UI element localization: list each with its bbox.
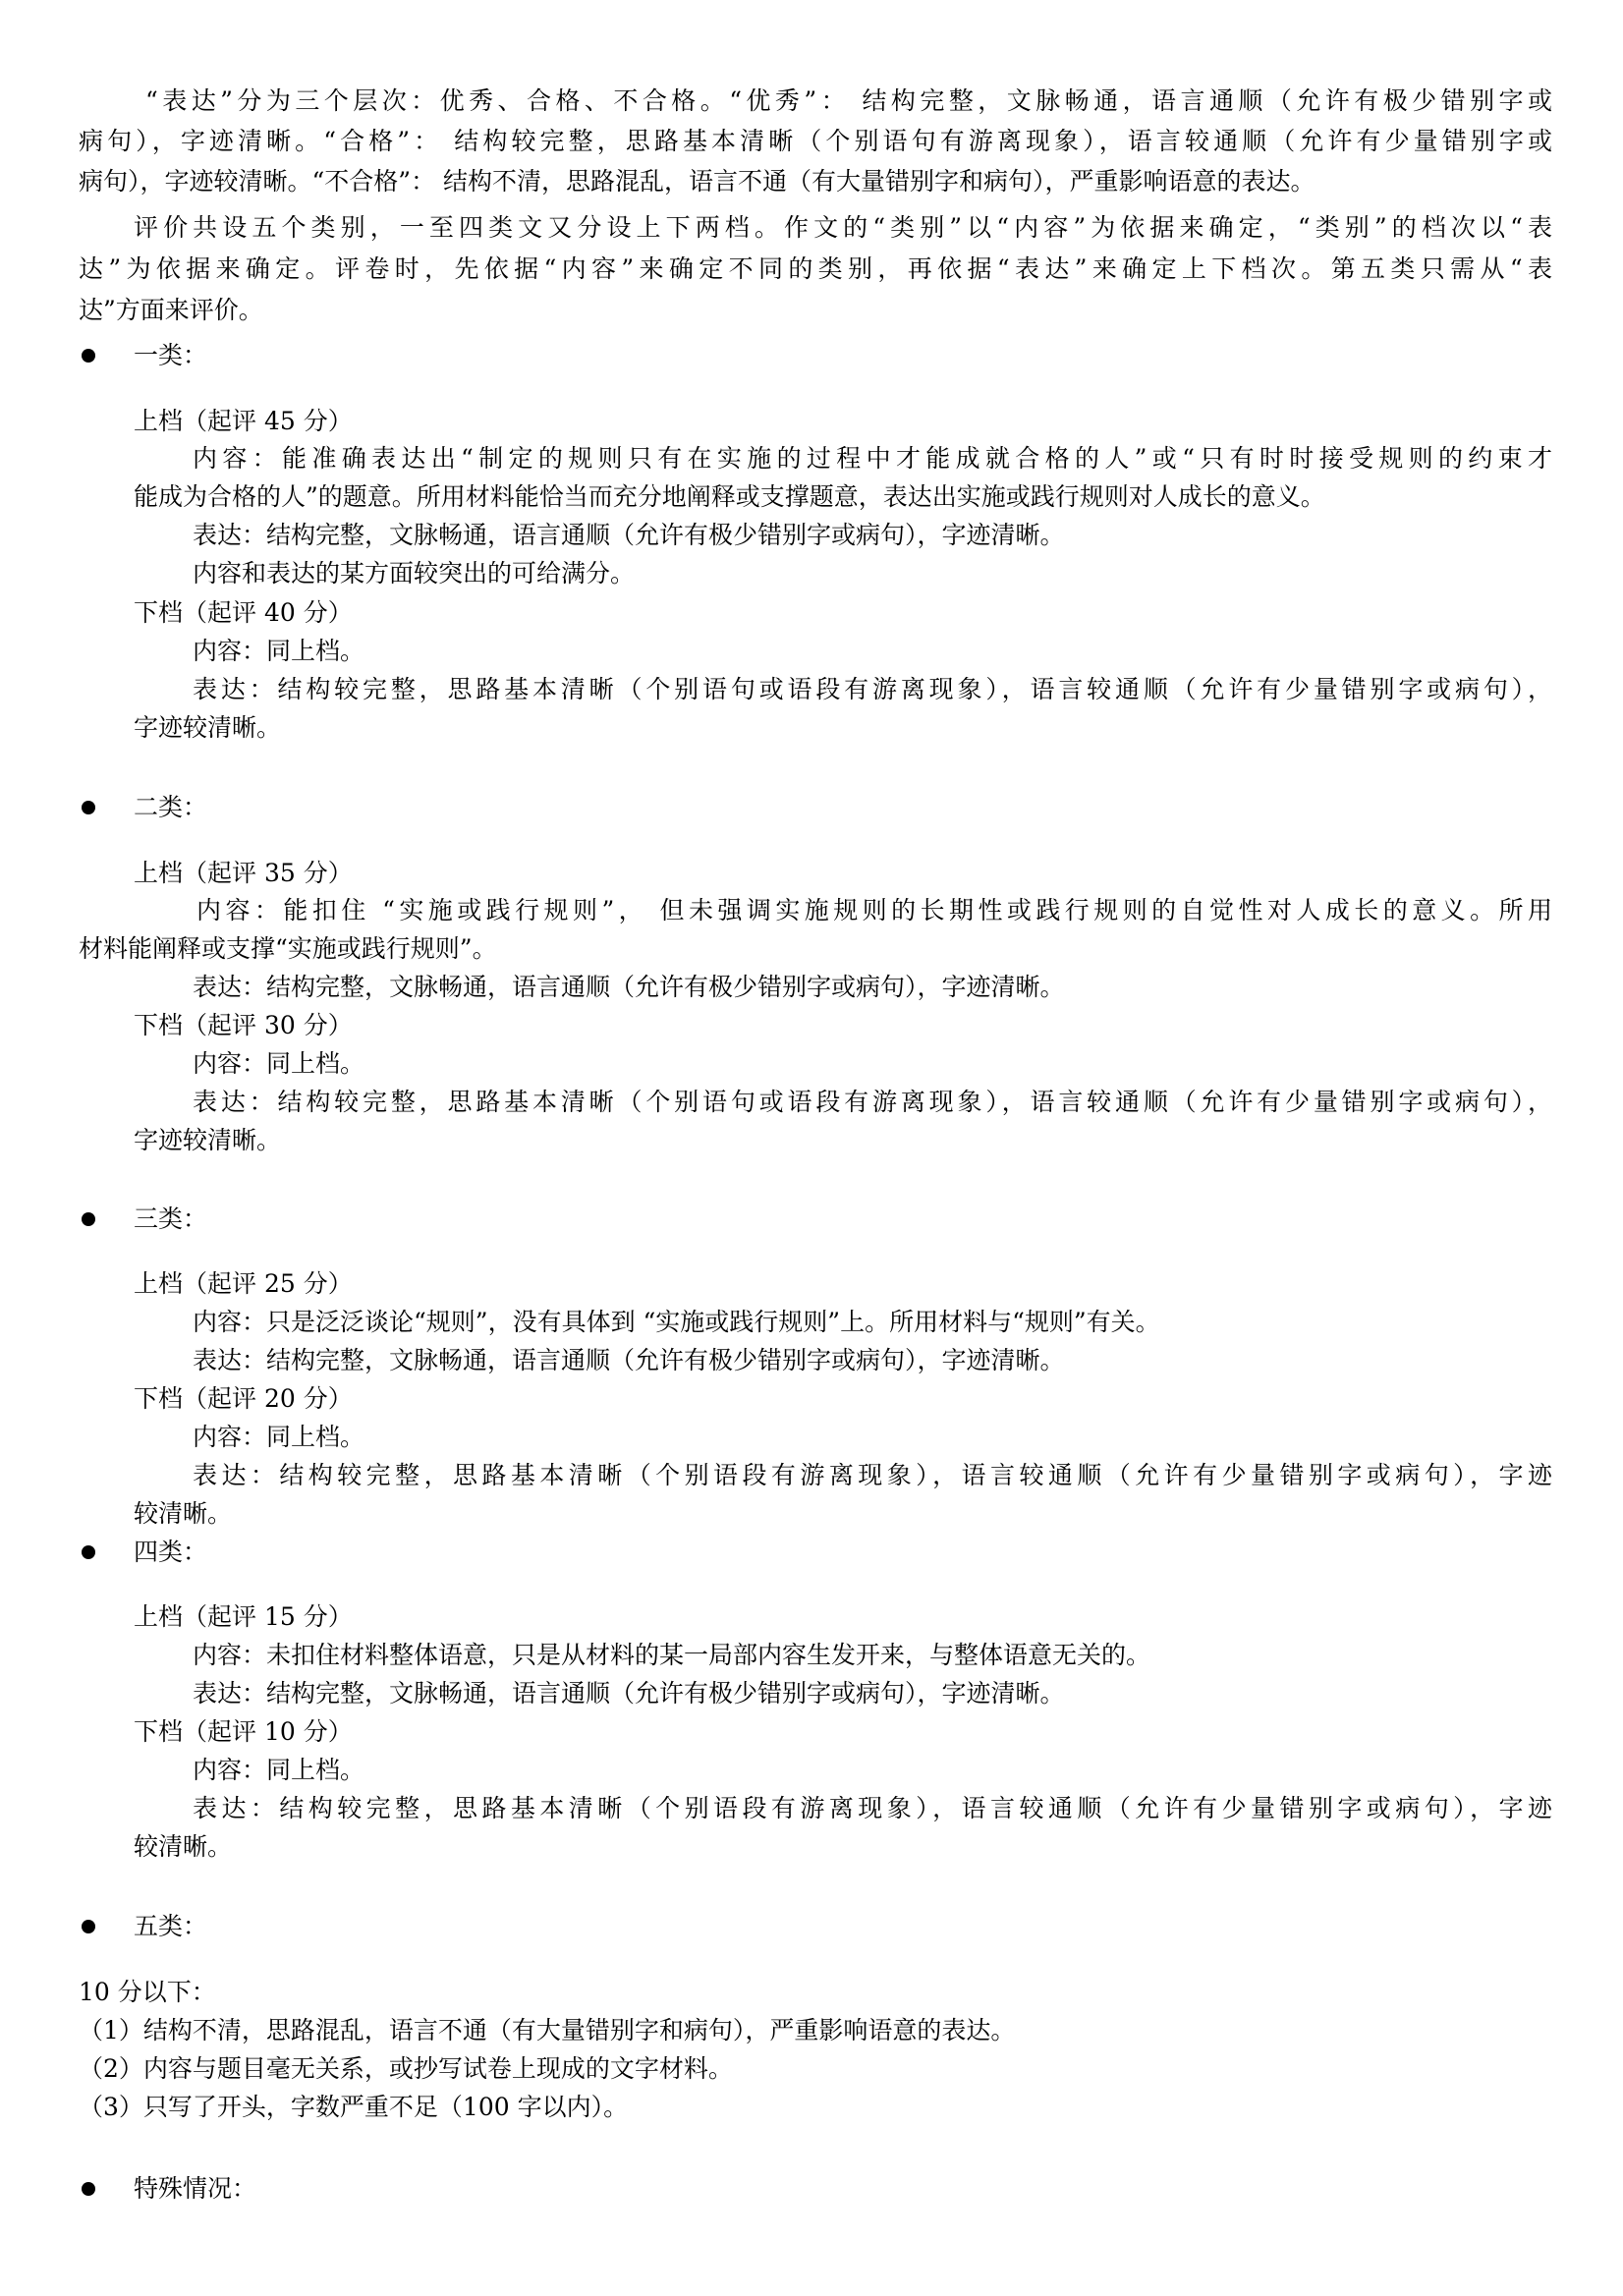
- cat2-title: 二类：: [134, 793, 208, 821]
- cat4-upper-heading: 上档（起评 15 分）: [134, 1602, 353, 1631]
- cat3-upper-expression: 表达：结构完整，文脉畅通，语言通顺（允许有极少错别字或病句），字迹清晰。: [193, 1346, 1065, 1374]
- cat2-lower-expression-line-1: 表达：结构较完整，思路基本清晰（个别语句或语段有游离现象），语言较通顺（允许有少量错别字或病句），: [193, 1088, 1552, 1116]
- cat3-title: 三类：: [134, 1204, 208, 1233]
- intro-eval-line-2: 达”为依据来确定。评卷时，先依据“内容”来确定不同的类别，再依据“表达”来确定上下档次。第五类只需从“表: [79, 254, 1552, 283]
- cat3-upper-heading: 上档（起评 25 分）: [134, 1269, 353, 1298]
- intro-expression-line-2: 病句），字迹清晰。“合格”： 结构较完整，思路基本清晰（个别语句有游离现象），语言较通顺（允许有少量错别字或: [79, 127, 1552, 155]
- cat4-upper-expression: 表达：结构完整，文脉畅通，语言通顺（允许有极少错别字或病句），字迹清晰。: [193, 1679, 1065, 1708]
- cat1-upper-heading: 上档（起评 45 分）: [134, 407, 353, 435]
- cat3-lower-expression-line-2: 较清晰。: [134, 1499, 233, 1528]
- cat2-lower-expression-line-2: 字迹较清晰。: [134, 1126, 282, 1154]
- bullet-icon: [82, 1920, 95, 1933]
- cat2-lower-content: 内容：同上档。: [193, 1049, 365, 1078]
- cat3-lower-content: 内容：同上档。: [193, 1423, 365, 1451]
- cat5-title: 五类：: [134, 1912, 208, 1940]
- cat1-upper-note: 内容和表达的某方面较突出的可给满分。: [193, 559, 636, 588]
- cat3-lower-expression-line-1: 表达：结构较完整，思路基本清晰（个别语段有游离现象），语言较通顺（允许有少量错别字或病句），字迹: [193, 1461, 1552, 1489]
- cat2-upper-expression: 表达：结构完整，文脉畅通，语言通顺（允许有极少错别字或病句），字迹清晰。: [193, 973, 1065, 1001]
- cat1-lower-heading: 下档（起评 40 分）: [134, 598, 353, 627]
- cat2-lower-heading: 下档（起评 30 分）: [134, 1011, 353, 1039]
- cat3-lower-heading: 下档（起评 20 分）: [134, 1384, 353, 1413]
- cat1-lower-content: 内容：同上档。: [193, 637, 365, 665]
- cat4-lower-content: 内容：同上档。: [193, 1756, 365, 1784]
- special-title: 特殊情况：: [134, 2174, 257, 2203]
- cat4-lower-heading: 下档（起评 10 分）: [134, 1717, 353, 1746]
- cat5-heading: 10 分以下：: [79, 1978, 216, 2006]
- bullet-icon: [82, 1212, 95, 1226]
- bullet-icon: [82, 1545, 95, 1559]
- cat5-item-3: （3）只写了开头，字数严重不足（100 字以内）。: [79, 2093, 629, 2121]
- cat4-upper-content: 内容：未扣住材料整体语意，只是从材料的某一局部内容生发开来，与整体语意无关的。: [193, 1641, 1151, 1669]
- cat2-upper-heading: 上档（起评 35 分）: [134, 859, 353, 887]
- cat3-upper-content: 内容：只是泛泛谈论“规则”，没有具体到 “实施或践行规则”上。所用材料与“规则”有关。: [193, 1308, 1160, 1336]
- cat4-lower-expression-line-1: 表达：结构较完整，思路基本清晰（个别语段有游离现象），语言较通顺（允许有少量错别字或病句），字迹: [193, 1794, 1552, 1822]
- intro-eval-line-3: 达”方面来评价。: [79, 296, 263, 324]
- cat1-upper-content-line-1: 内容：能准确表达出“制定的规则只有在实施的过程中才能成就合格的人”或“只有时时接受规则的约束才: [193, 444, 1552, 473]
- cat2-upper-content-line-2: 材料能阐释或支撑“实施或践行规则”。: [79, 934, 497, 963]
- bullet-icon: [82, 349, 95, 363]
- cat4-title: 四类：: [134, 1538, 208, 1566]
- intro-expression-line-1: “表达”分为三个层次：优秀、合格、不合格。“优秀”： 结构完整，文脉畅通，语言通顺（允许有极少错别字或: [145, 86, 1552, 115]
- bullet-icon: [82, 2182, 95, 2196]
- cat5-item-1: （1）结构不清，思路混乱，语言不通（有大量错别字和病句），严重影响语意的表达。: [79, 2016, 1016, 2044]
- cat1-title: 一类：: [134, 341, 208, 369]
- cat1-lower-expression-line-2: 字迹较清晰。: [134, 713, 282, 742]
- cat4-lower-expression-line-2: 较清晰。: [134, 1832, 233, 1861]
- intro-eval-line-1: 评价共设五个类别，一至四类文又分设上下两档。作文的“类别”以“内容”为依据来确定，“类别”的档次以“表: [134, 213, 1552, 242]
- cat1-upper-content-line-2: 能成为合格的人”的题意。所用材料能恰当而充分地阐释或支撑题意，表达出实施或践行规则对人成长的意义。: [134, 482, 1325, 511]
- bullet-icon: [82, 801, 95, 814]
- cat2-upper-content-line-1: 内容：能扣住 “实施或践行规则”， 但未强调实施规则的长期性或践行规则的自觉性对人成长的意义。所用: [196, 896, 1552, 924]
- cat1-upper-expression: 表达：结构完整，文脉畅通，语言通顺（允许有极少错别字或病句），字迹清晰。: [193, 521, 1065, 549]
- cat5-item-2: （2）内容与题目毫无关系，或抄写试卷上现成的文字材料。: [79, 2054, 733, 2083]
- cat1-lower-expression-line-1: 表达：结构较完整，思路基本清晰（个别语句或语段有游离现象），语言较通顺（允许有少量错别字或病句），: [193, 675, 1552, 703]
- intro-expression-line-3: 病句），字迹较清晰。“不合格”： 结构不清，思路混乱，语言不通（有大量错别字和病句），严重影响语意的表达。: [79, 167, 1315, 196]
